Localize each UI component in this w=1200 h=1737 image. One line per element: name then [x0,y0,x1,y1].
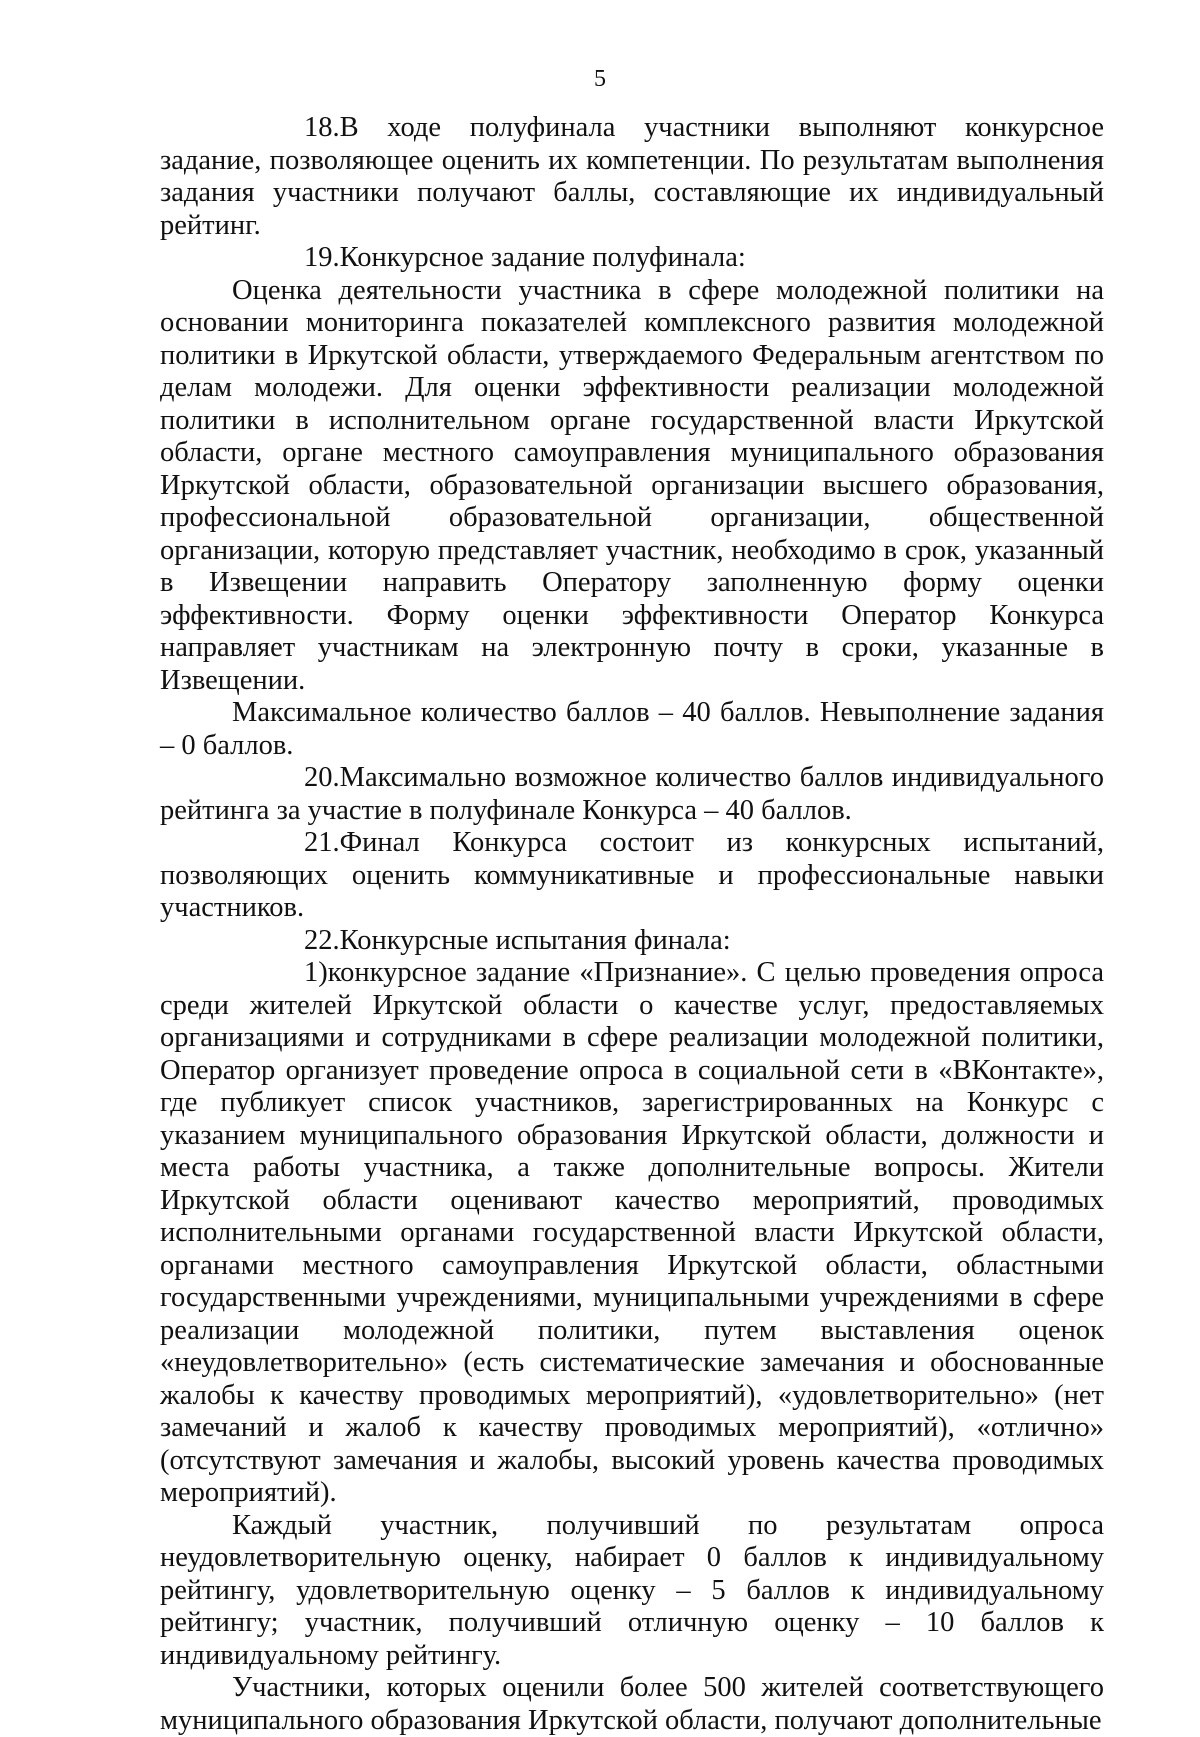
document-body [160,112,1104,1737]
paragraph-text: Финал Конкурса состоит из конкурсных испытаний, позволяющих оценить коммуникативные и профессиональные навыки участников. [160,827,1104,923]
paragraph-text: Каждый участник, получивший по результатам опроса неудовлетворительную оценку, набирает 0 баллов к индивидуальному рейтингу, удовлетворительную оценку – 5 баллов к индивидуальному рейтингу; участник, получивший отличную оценку – 10 баллов к индивидуальному рейтингу. [160,1509,1104,1671]
paragraph-22 [160,925,1104,958]
paragraph-additional-points [160,1672,1104,1737]
paragraph-text: Оценка деятельности участника в сфере молодежной политики на основании мониторинга показателей комплексного развития молодежной политики в Иркутской области, утверждаемого Федеральным агентством по делам молодежи. Для оценки эффективности реализации молодежной политики в исполнительном органе государственной власти Иркутской области, органе местного самоуправления муниципального образования Иркутской области, образовательной организации высшего образования, профессиональной образовательной организации, общественной организации, которую представляет участник, необходимо в срок, указанный в Извещении направить Оператору заполненную форму оценки эффективности. Форму оценки эффективности Оператор Конкурса направляет участникам на электронную почту в сроки, указанные в Извещении. [160,274,1104,696]
paragraph-max-points [160,697,1104,762]
paragraph-text: Участники, которых оценили более 500 жителей соответствующего муниципального образования Иркутской области, получают дополнительные [160,1672,1104,1736]
paragraph-text: конкурсное задание «Признание». С целью проведения опроса среди жителей Иркутской области о качестве услуг, предоставляемых организациями и сотрудниками в сфере реализации молодежной политики, Оператор организует проведение опроса в социальной сети в «ВКонтакте», где публикует список участников, зарегистрированных на Конкурс с указанием муниципального образования Иркутской области, должности и места работы участника, а также дополнительные вопросы. Жители Иркутской области оценивают качество мероприятий, проводимых исполнительными органами государственной власти Иркутской области, органами местного самоуправления Иркутской области, областными государственными учреждениями, муниципальными учреждениями в сфере реализации молодежной политики, путем выставления оценок «неудовлетворительно» (есть систематические замечания и обоснованные жалобы к качеству проводимых мероприятий), «удовлетворительно» (нет замечаний и жалоб к качеству проводимых мероприятий), «отлично» (отсутствуют замечания и жалобы, высокий уровень качества проводимых мероприятий). [160,957,1104,1508]
list-item-number: 1) [304,957,328,988]
paragraph-text: Конкурсное задание полуфинала: [339,242,746,273]
paragraph-18 [160,112,1104,242]
paragraph-text: Максимальное количество баллов – 40 баллов. Невыполнение задания – 0 баллов. [160,697,1104,761]
paragraph-number: 19. [304,242,340,273]
paragraph-text: В ходе полуфинала участники выполняют конкурсное задание, позволяющее оценить их компетенции. По результатам выполнения задания участники получают баллы, составляющие их индивидуальный рейтинг. [160,112,1104,241]
paragraph-number: 20. [304,762,340,793]
paragraph-semifinal-task [160,275,1104,698]
paragraph-scoring [160,1510,1104,1673]
paragraph-number: 21. [304,827,340,858]
list-item-1 [160,957,1104,1510]
paragraph-20 [160,762,1104,827]
page-number: 5 [594,66,606,92]
paragraph-number: 22. [304,924,340,956]
paragraph-number: 18. [304,112,340,143]
paragraph-19 [160,242,1104,275]
paragraph-text: Конкурсные испытания финала: [339,924,731,956]
paragraph-21 [160,827,1104,925]
paragraph-text: Максимально возможное количество баллов индивидуального рейтинга за участие в полуфинале Конкурса – 40 баллов. [160,762,1104,826]
